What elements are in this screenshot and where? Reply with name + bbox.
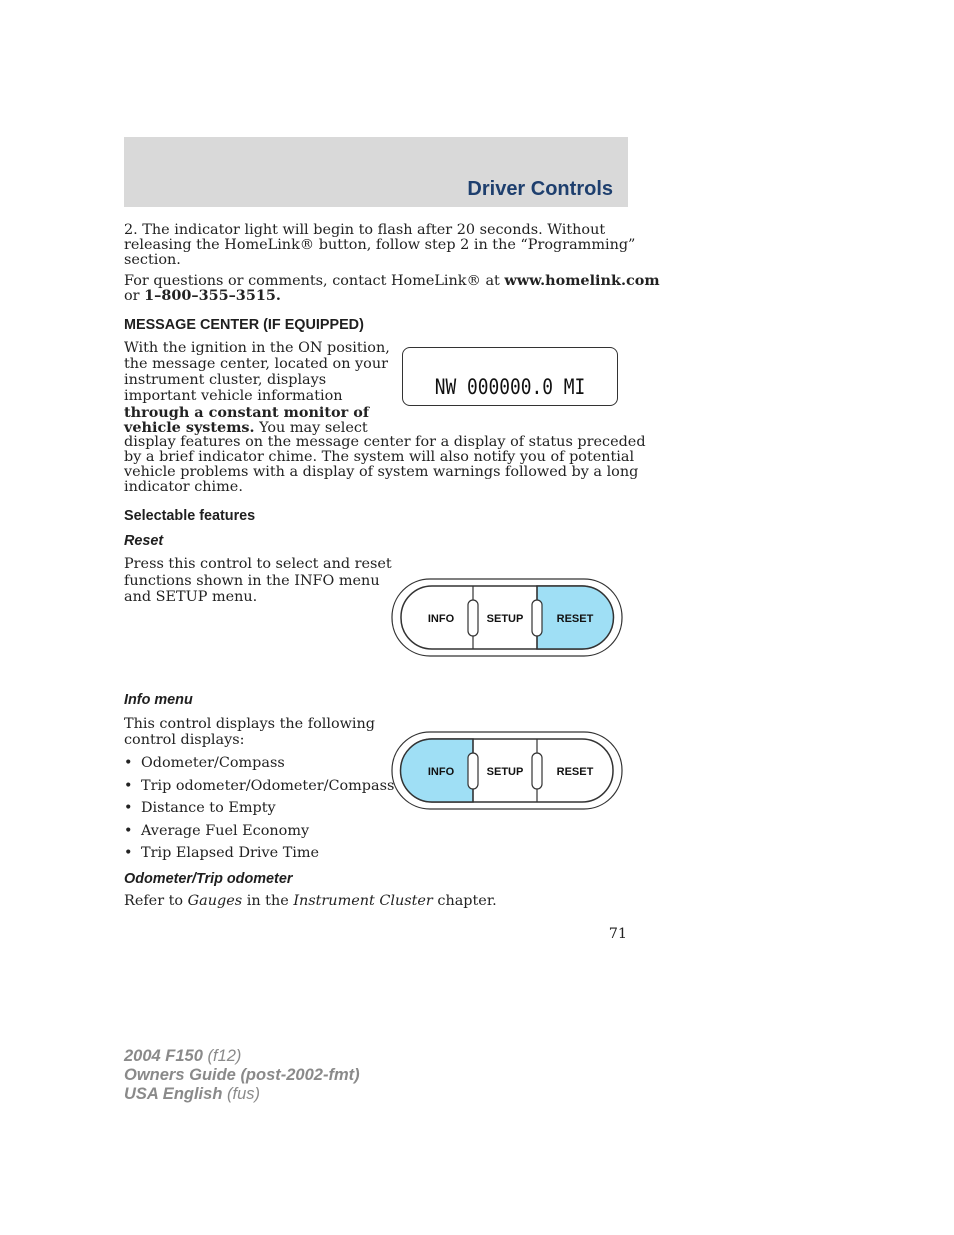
reset-heading: Reset	[124, 533, 164, 549]
message-center-display-illustration	[402, 347, 618, 406]
contact-or: or	[124, 288, 145, 304]
odometer-text-e: chapter.	[432, 893, 497, 909]
instrument-cluster-ref: Instrument Cluster	[293, 893, 433, 909]
list-item-text: Average Fuel Economy	[141, 822, 310, 839]
page-number: 71	[608, 926, 627, 942]
odometer-text	[124, 893, 497, 909]
odometer-text-a: Refer to	[124, 893, 188, 909]
info-button-label: INFO	[427, 613, 455, 625]
chapter-title: Driver Controls	[467, 178, 613, 200]
list-item-text: Trip odometer/Odometer/Compass	[141, 777, 395, 794]
mc-line2: the message center, located on your	[124, 356, 388, 372]
odometer-heading: Odometer/Trip odometer	[124, 871, 293, 887]
mc-line9: vehicle problems with a display of system warnings followed by a long	[124, 464, 639, 480]
homelink-url: www.homelink.com	[504, 272, 660, 289]
gauges-ref: Gauges	[187, 893, 243, 909]
control-illustration-reset	[391, 578, 623, 658]
info-button-label: INFO	[427, 766, 455, 778]
homelink-phone: 1–800–355–3515.	[144, 287, 281, 304]
mc-line7: display features on the message center for a display of status preceded	[124, 434, 646, 450]
step2-line3: section.	[124, 252, 181, 268]
reset-button-label: RESET	[556, 613, 594, 625]
mc-line5: through a constant monitor of	[124, 404, 370, 421]
reset-line2: functions shown in the INFO menu	[124, 573, 380, 589]
list-item-text: Distance to Empty	[141, 800, 276, 816]
footer-language: USA English	[124, 1085, 223, 1103]
mc-line8: by a brief indicator chime. The system will also notify you of potential	[124, 449, 635, 465]
mc-line6-bold: vehicle systems.	[124, 419, 255, 436]
setup-button-label: SETUP	[486, 613, 524, 625]
footer-line1	[124, 1047, 360, 1066]
step2-line1: 2. The indicator light will begin to flash after 20 seconds. Without	[124, 222, 606, 238]
odometer-text-c: in the	[242, 893, 294, 909]
footer-model-code: (f12)	[202, 1047, 242, 1065]
message-center-heading: MESSAGE CENTER (IF EQUIPPED)	[124, 317, 364, 333]
list-item: • Trip Elapsed Drive Time	[124, 845, 320, 861]
list-item-text: Odometer/Compass	[141, 755, 285, 771]
mc-line6-rest: You may select	[254, 420, 368, 436]
mc-line4: important vehicle information	[124, 388, 343, 404]
list-item-text: Trip Elapsed Drive Time	[141, 845, 320, 861]
mc-line3: instrument cluster, displays	[124, 372, 327, 388]
step2-line2: releasing the HomeLink® button, follow step 2 in the “Programming”	[124, 237, 636, 253]
list-item: • Trip odometer/Odometer/Compass	[124, 777, 395, 794]
selectable-features-heading: Selectable features	[124, 508, 256, 524]
control-illustration-info	[391, 731, 623, 811]
footer-model: 2004 F150	[124, 1047, 203, 1065]
info-menu-heading: Info menu	[124, 692, 193, 708]
reset-line3: and SETUP menu.	[124, 589, 258, 605]
footer-line3	[124, 1085, 360, 1104]
contact-line2	[124, 288, 281, 304]
reset-button-label: RESET	[556, 766, 594, 778]
display-readout: NW 000000.0 MI	[434, 375, 586, 399]
footer-language-code: (fus)	[222, 1085, 260, 1103]
setup-button-label: SETUP	[486, 766, 524, 778]
contact-text: For questions or comments, contact HomeLink® at	[124, 273, 505, 289]
info-display-list	[124, 755, 394, 868]
list-item: • Distance to Empty	[124, 800, 276, 816]
footer-guide: Owners Guide (post-2002-fmt)	[124, 1066, 360, 1084]
info-line1: This control displays the following	[124, 716, 376, 732]
info-line2: control displays:	[124, 732, 245, 748]
mc-line10: indicator chime.	[124, 479, 243, 495]
mc-line1: With the ignition in the ON position,	[124, 340, 390, 356]
list-item: • Average Fuel Economy	[124, 822, 310, 839]
chapter-header-band	[124, 137, 628, 207]
reset-line1: Press this control to select and reset	[124, 556, 392, 572]
document-footer	[124, 1047, 360, 1104]
list-item: • Odometer/Compass	[124, 755, 285, 771]
